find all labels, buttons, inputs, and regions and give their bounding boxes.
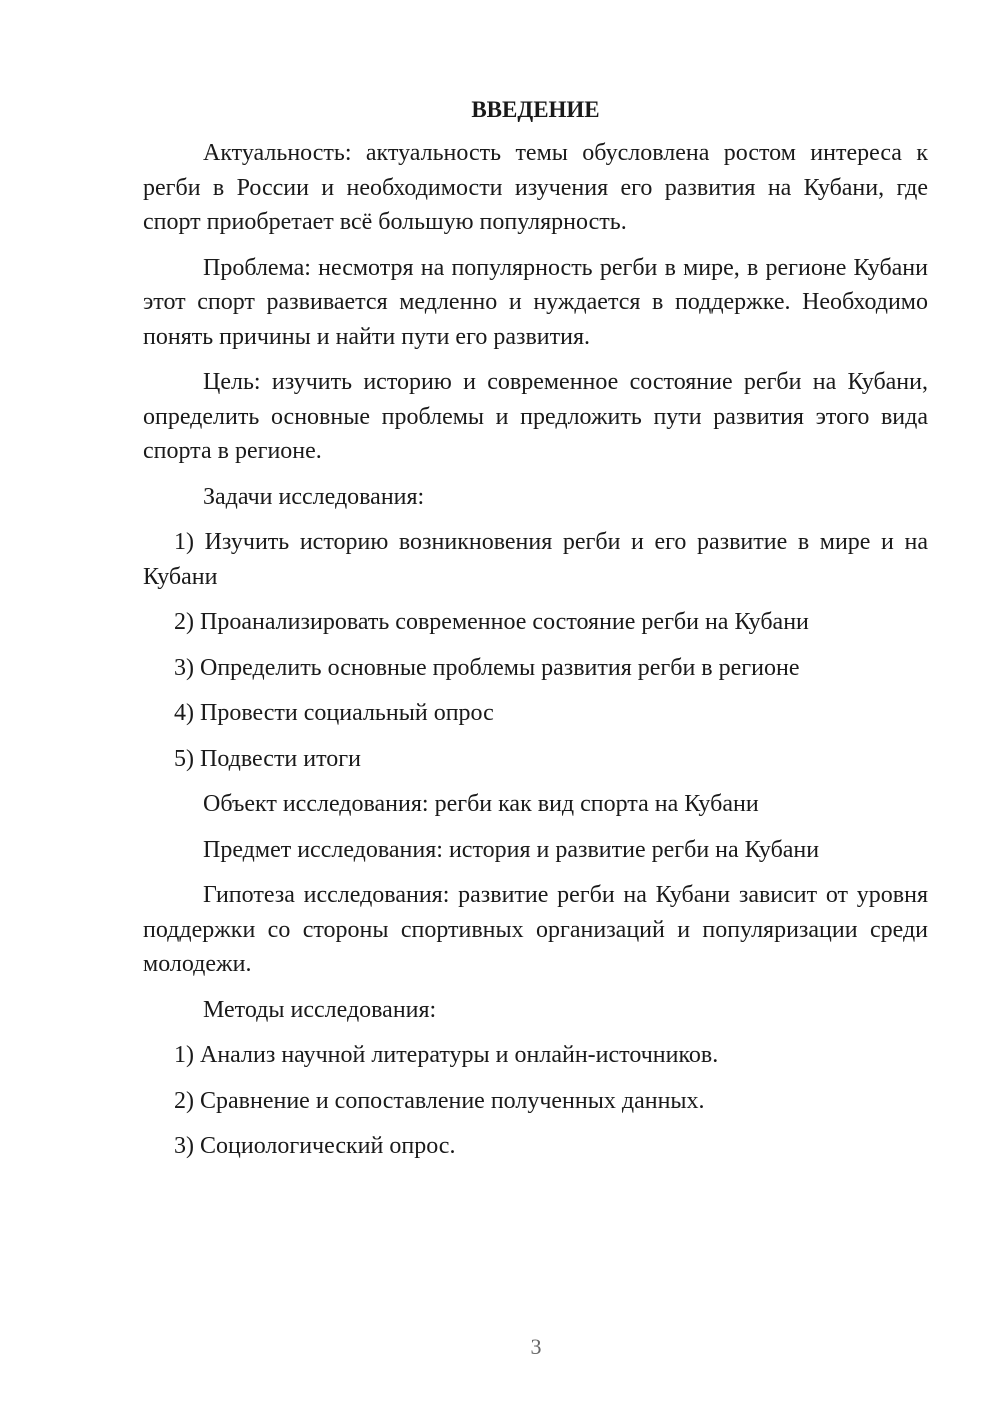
task-item: 1) Изучить историю возникновения регби и его развитие в мире и на Кубани <box>143 529 928 590</box>
relevance-paragraph: Актуальность: актуальность темы обусловлена ростом интереса к регби в России и необходимости изучения его развития на Кубани, где спорт приобретает всё большую популярность. <box>143 140 928 235</box>
subject-paragraph: Предмет исследования: история и развитие регби на Кубани <box>203 836 820 863</box>
problem-paragraph: Проблема: несмотря на популярность регби в мире, в регионе Кубани этот спорт развивается медленно и нуждается в поддержке. Необходимо понять причины и найти пути его развития. <box>143 254 928 350</box>
task-item: 5) Подвести итоги <box>174 745 361 772</box>
method-item: 2) Сравнение и сопоставление полученных данных. <box>174 1087 705 1114</box>
page-body <box>143 93 928 1175</box>
task-item: 3) Определить основные проблемы развития регби в регионе <box>174 654 800 681</box>
methods-heading: Методы исследования: <box>203 996 437 1023</box>
object-paragraph: Объект исследования: регби как вид спорта на Кубани <box>203 791 759 817</box>
task-item: 2) Проанализировать современное состояние регби на Кубани <box>174 609 809 635</box>
method-item: 1) Анализ научной литературы и онлайн-источников. <box>174 1042 719 1068</box>
hypothesis-paragraph: Гипотеза исследования: развитие регби на Кубани зависит от уровня поддержки со стороны спортивных организаций и популяризации среди молодежи. <box>143 882 928 977</box>
tasks-heading: Задачи исследования: <box>203 483 425 510</box>
goal-paragraph: Цель: изучить историю и современное состояние регби на Кубани, определить основные проблемы и предложить пути развития этого вида спорта в регионе. <box>143 369 928 464</box>
section-title: ВВЕДЕНИЕ <box>471 97 600 122</box>
page-number: 3 <box>530 1334 542 1359</box>
method-item: 3) Социологический опрос. <box>174 1133 456 1159</box>
task-item: 4) Провести социальный опрос <box>174 700 494 726</box>
